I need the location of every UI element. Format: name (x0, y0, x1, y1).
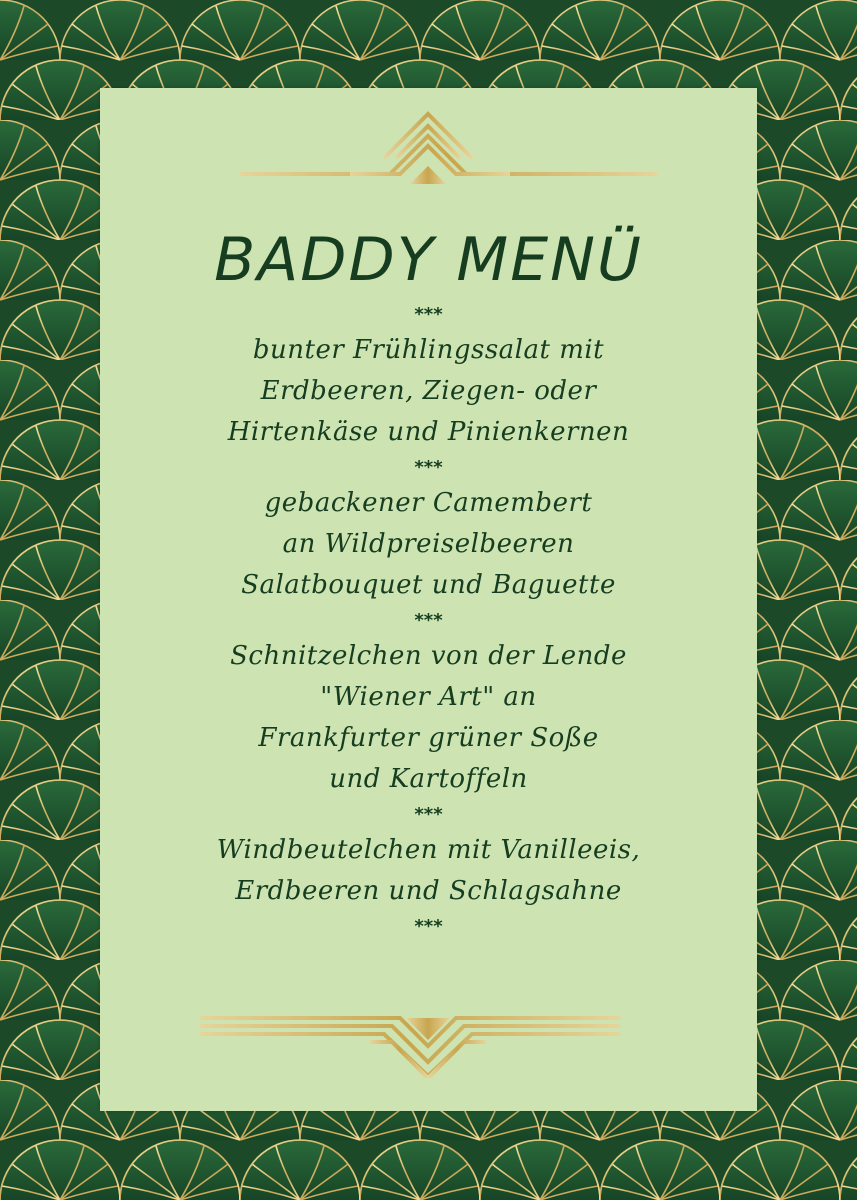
top-deco-ornament (100, 106, 757, 186)
menu-title: BADDY MENÜ (214, 225, 643, 295)
course-line: und Kartoffeln (329, 764, 528, 794)
separator: *** (414, 804, 443, 825)
course-line: Windbeutelchen mit Vanilleeis, (216, 835, 641, 865)
menu-card (100, 88, 757, 1111)
course-dessert (100, 830, 757, 912)
course-line: Erdbeeren und Schlagsahne (235, 876, 622, 906)
course-line: "Wiener Art" an (320, 682, 537, 712)
bottom-deco-ornament (100, 1010, 757, 1078)
course-line: Frankfurter grüner Soße (258, 723, 599, 753)
course-line: bunter Frühlingssalat mit (252, 335, 605, 365)
course-line: Salatbouquet und Baguette (241, 570, 616, 600)
course-line: an Wildpreiselbeeren (282, 529, 575, 559)
course-line: Hirtenkäse und Pinienkernen (227, 417, 630, 447)
course-line: gebackener Camembert (264, 488, 593, 518)
course-main (100, 636, 757, 800)
separator: *** (414, 610, 443, 631)
menu-content (100, 220, 757, 942)
separator: *** (414, 916, 443, 937)
course-starter (100, 330, 757, 453)
course-appetizer (100, 483, 757, 606)
course-line: Erdbeeren, Ziegen- oder (260, 376, 597, 406)
separator: *** (414, 304, 443, 325)
course-line: Schnitzelchen von der Lende (230, 641, 627, 671)
separator: *** (414, 457, 443, 478)
